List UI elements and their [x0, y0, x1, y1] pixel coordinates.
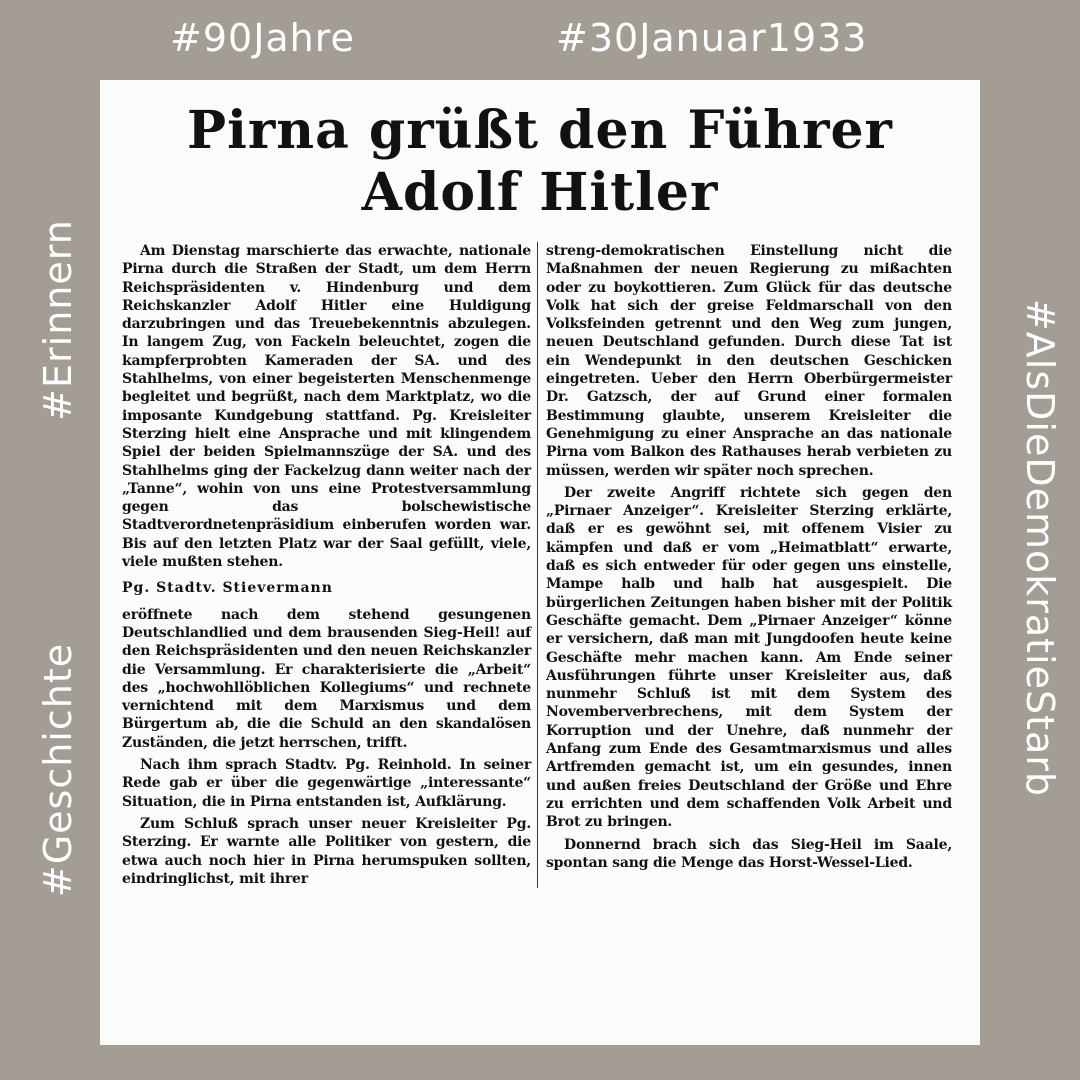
article-body: [122, 242, 958, 888]
paragraph: eröffnete nach dem stehend gesungenen Deutschlandlied und dem brausenden Sieg-Heil! auf den Reichspräsidenten und den neuen Reichskanzler die Versammlung. Er charakterisierte die „Arbeit“ des „hochwohllöblichen Kollegiums“ und rechnete vernichtend mit dem Marxismus und dem Bürgertum ab, die die Schuld an den skandalösen Zuständen, die jetzt herrschen, trifft.: [122, 606, 531, 751]
paragraph: Zum Schluß sprach unser neuer Kreisleiter Pg. Sterzing. Er warnte alle Politiker von gestern, die etwa auch noch hier in Pirna herumspuken sollten, eindringlichst, mit ihrer: [122, 815, 531, 887]
hashtag-30-januar-1933: #30Januar1933: [556, 16, 868, 60]
article-subheading: Pg. Stadtv. Stievermann: [122, 580, 333, 597]
paragraph: Nach ihm sprach Stadtv. Pg. Reinhold. In seiner Rede gab er über die gegenwärtige „interessante“ Situation, die in Pirna entstanden ist, Aufklärung.: [122, 757, 531, 810]
right-column: [537, 242, 952, 888]
hashtag-erinnern: #Erinnern: [36, 219, 80, 421]
headline-line-2: Adolf Hitler: [361, 162, 719, 223]
paragraph: streng-demokratischen Einstellung nicht die Maßnahmen der neuen Regierung zu mißachten oder zu boykottieren. Zum Glück für das deutsche Volk hat sich der greise Feldmarschall von den Volksfeinden getrennt und den Weg zum jungen, neuen Deutschland gefunden. Durch diese Tat ist ein Wendepunkt in den deutschen Geschicken eingetreten. Ueber den Herrn Oberbürgermeister Dr. Gatzsch, der auf Grund einer formalen Bestimmung glaubte, unserem Kreisleiter die Genehmigung zu einer Ansprache an das nationale Pirna vom Balkon des Rathauses herab verbieten zu müssen, werden wir später noch sprechen.: [546, 243, 952, 479]
hashtag-90-jahre: #90Jahre: [170, 16, 355, 60]
headline-line-1: Pirna grüßt den Führer: [187, 100, 893, 161]
paragraph: Donnernd brach sich das Sieg-Heil im Saale, spontan sang die Menge das Horst-Wessel-Lied.: [546, 836, 952, 871]
left-column: [122, 242, 537, 888]
paragraph: Am Dienstag marschierte das erwachte, nationale Pirna durch die Straßen der Stadt, um dem Herrn Reichspräsidenten v. Hindenburg und dem Reichskanzler Adolf Hitler eine Huldigung darzubringen und das Treuebekenntnis abzulegen. In langem Zug, von Fackeln beleuchtet, zogen die kampferprobten Kameraden der SA. und des Stahlhelms, von einer begeisterten Menschenmenge begleitet und begrüßt, nach dem Marktplatz, wo die imposante Kundgebung stattfand. Pg. Kreisleiter Sterzing hielt eine Ansprache und mit klingendem Spiel der beiden Spielmannszüge der SA. und des Stahlhelms ging der Fackelzug dann weiter nach der „Tanne“, wohin von uns eine Protestversammlung gegen das bolschewistische Stadtverordnetenpräsidium einberufen worden war. Bis auf den letzten Platz war der Saal gefüllt, viele, viele mußten stehen.: [122, 243, 531, 571]
article-headline: [122, 100, 958, 224]
paragraph: Der zweite Angriff richtete sich gegen den „Pirnaer Anzeiger“. Kreisleiter Sterzing erklärte, daß er es gewöhnt sei, mit offenem Visier zu kämpfen und daß er vom „Heimatblatt“ erwarte, daß es sich entweder für oder gegen uns einstelle, Mampe halb und halb hat ausgespielt. Die bürgerlichen Zeitungen haben bisher mit der Politik Geschäfte gemacht. Dem „Pirnaer Anzeiger“ könne er versichern, daß man mit Jungdoofen heute keine Geschäfte mehr machen kann. Am Ende seiner Ausführungen führte unser Kreisleiter aus, daß nunmehr Schluß ist mit dem System des Novemberverbrechens, mit dem System der Korruption und der Unehre, daß nunmehr der Anfang zum Ende des Gesamtmarxismus und alles Artfremden gemacht ist, um ein gesundes, innen und außen freies Deutschland der Größe und Ehre zu errichten und dem schaffenden Volk Arbeit und Brot zu bringen.: [546, 484, 952, 831]
newspaper-clipping: [100, 80, 980, 1045]
hashtag-geschichte: #Geschichte: [36, 642, 80, 898]
hashtag-als-die-demokratie-starb: #AlsDieDemokratieStarb: [1018, 298, 1062, 798]
